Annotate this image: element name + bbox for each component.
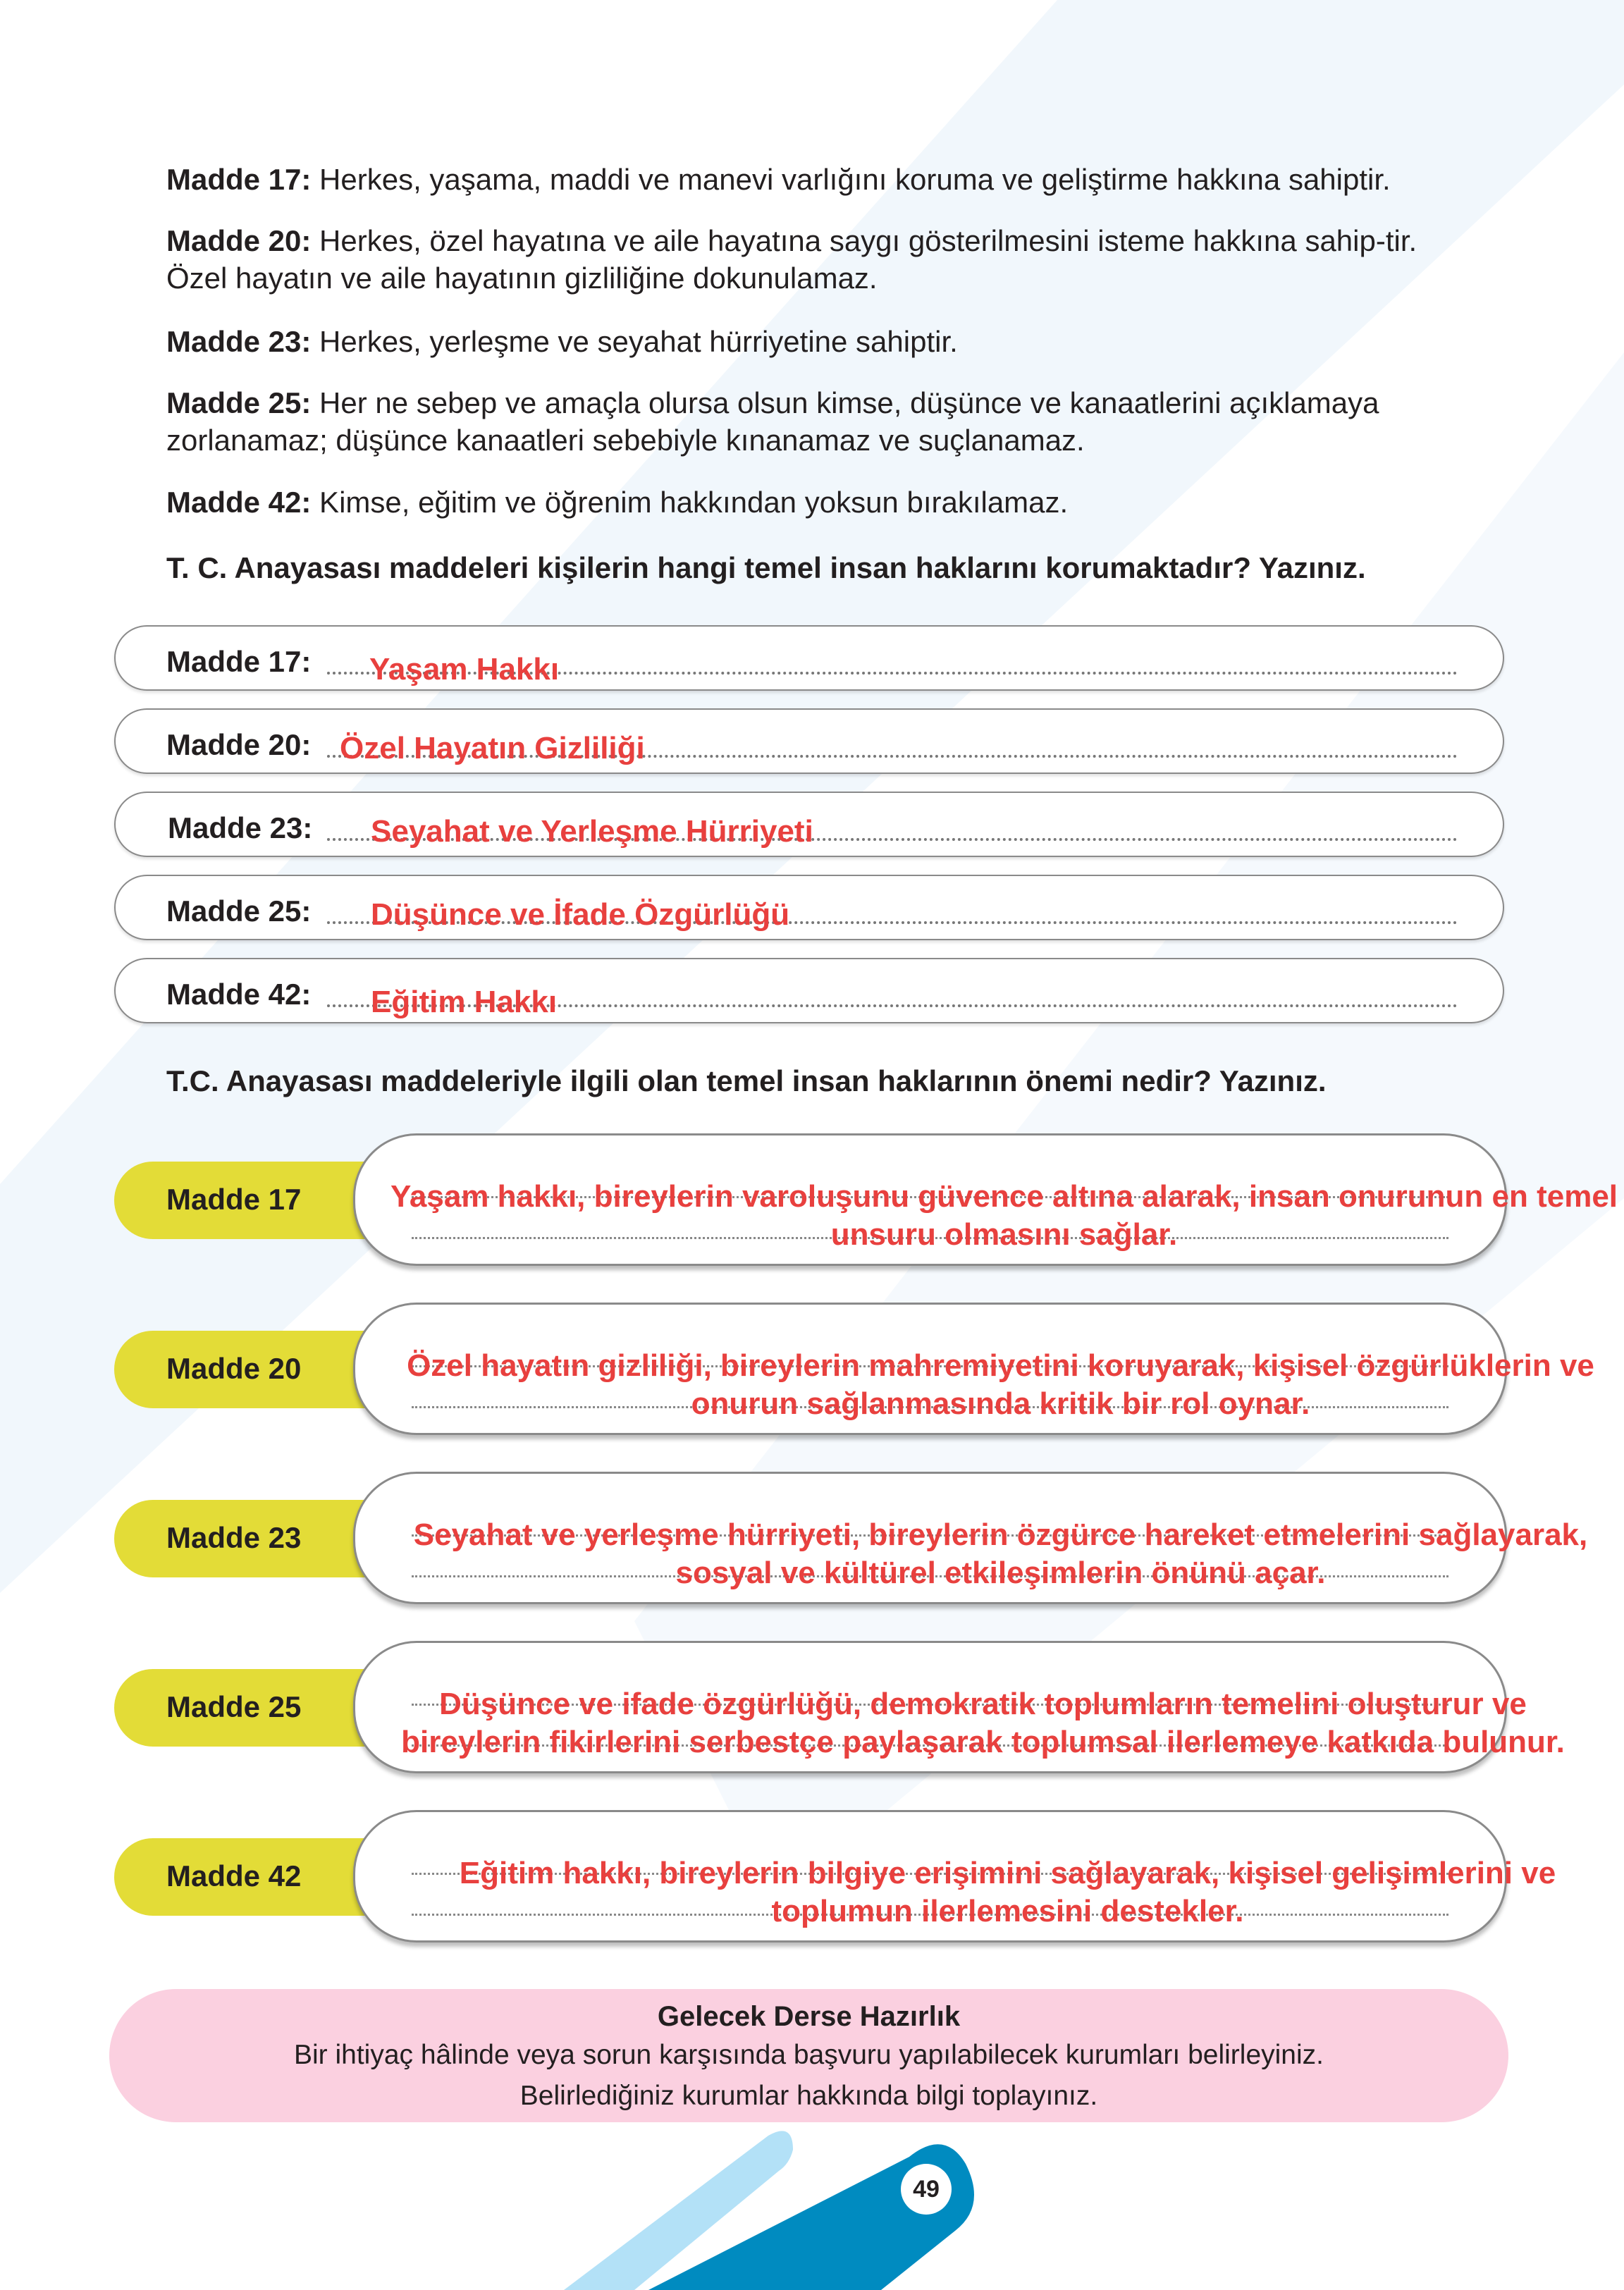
answer-box-20[interactable]: Madde 20: Özel Hayatın Gizliliği xyxy=(114,708,1504,774)
madde-pill: Madde 20 xyxy=(114,1331,410,1408)
answer-box-42[interactable]: Madde 42: Eğitim Hakkı xyxy=(114,958,1504,1023)
article-25: Madde 25: Her ne sebep ve amaçla olursa olsun kimse, düşünce ve kanaatlerini açıklamaya zorlanamaz; düşünce kanaatleri sebebiyle kınanamaz ve suçlanamaz. xyxy=(166,386,1379,457)
madde-pill: Madde 23 xyxy=(114,1500,410,1577)
answer-card[interactable]: Seyahat ve yerleşme hürriyeti, bireylerin özgürce hareket etmelerini sağlayarak, sosyal ve kültürel etkileşimlerin önünü açar. xyxy=(353,1472,1507,1604)
question-2: T.C. Anayasası maddeleriyle ilgili olan temel insan haklarının önemi nedir? Yazınız. xyxy=(166,1064,1327,1097)
importance-row-42 xyxy=(0,1810,1624,1944)
importance-row-20 xyxy=(0,1303,1624,1436)
answer-box-23[interactable]: Madde 23: Seyahat ve Yerleşme Hürriyeti xyxy=(114,792,1504,857)
answer-box-17[interactable]: Madde 17: Yaşam Hakkı xyxy=(114,625,1504,691)
next-lesson-prep: Gelecek Derse Hazırlık Bir ihtiyaç hâlinde veya sorun karşısında başvuru yapılabilecek kurumları belirleyiniz. Belirlediğiniz kurumlar hakkında bilgi toplayınız. xyxy=(109,1989,1508,2122)
answer-card[interactable]: Eğitim hakkı, bireylerin bilgiye erişimini sağlayarak, kişisel gelişimlerini ve toplumun ilerlemesini destekler. xyxy=(353,1810,1507,1943)
article-42: Madde 42: Kimse, eğitim ve öğrenim hakkından yoksun bırakılamaz. xyxy=(166,486,1069,519)
answer-card[interactable]: Özel hayatın gizliliği, bireylerin mahremiyetini koruyarak, kişisel özgürlüklerin ve onurun sağlanmasında kritik bir rol oynar. xyxy=(353,1303,1507,1435)
prep-title: Gelecek Derse Hazırlık xyxy=(657,2001,961,2032)
madde-pill: Madde 42 xyxy=(114,1838,410,1916)
importance-row-17 xyxy=(0,1133,1624,1267)
madde-pill: Madde 25 xyxy=(114,1669,410,1747)
answer-card[interactable]: Yaşam hakkı, bireylerin varoluşunu güvence altına alarak, insan onurunun en temel unsuru olmasını sağlar. xyxy=(353,1133,1507,1266)
importance-row-25 xyxy=(0,1641,1624,1775)
question-1: T. C. Anayasası maddeleri kişilerin hangi temel insan haklarını korumaktadır? Yazınız. xyxy=(166,551,1366,584)
article-20: Madde 20: Herkes, özel hayatına ve aile hayatına saygı gösterilmesini isteme hakkına sahip-tir. Özel hayatın ve aile hayatının gizliliğine dokunulamaz. xyxy=(166,224,1417,295)
answer-card[interactable]: Düşünce ve ifade özgürlüğü, demokratik toplumların temelini oluşturur ve bireylerin fikirlerini serbestçe paylaşarak toplumsal ilerlemeye katkıda bulunur. xyxy=(353,1641,1507,1773)
answer-box-25[interactable]: Madde 25: Düşünce ve İfade Özgürlüğü xyxy=(114,875,1504,940)
importance-row-23 xyxy=(0,1472,1624,1606)
article-23: Madde 23: Herkes, yerleşme ve seyahat hürriyetine sahiptir. xyxy=(166,325,958,358)
page-number: 49 xyxy=(901,2164,952,2215)
madde-pill: Madde 17 xyxy=(114,1162,410,1239)
article-17: Madde 17: Herkes, yaşama, maddi ve manevi varlığını koruma ve geliştirme hakkına sahiptir. xyxy=(166,163,1391,196)
